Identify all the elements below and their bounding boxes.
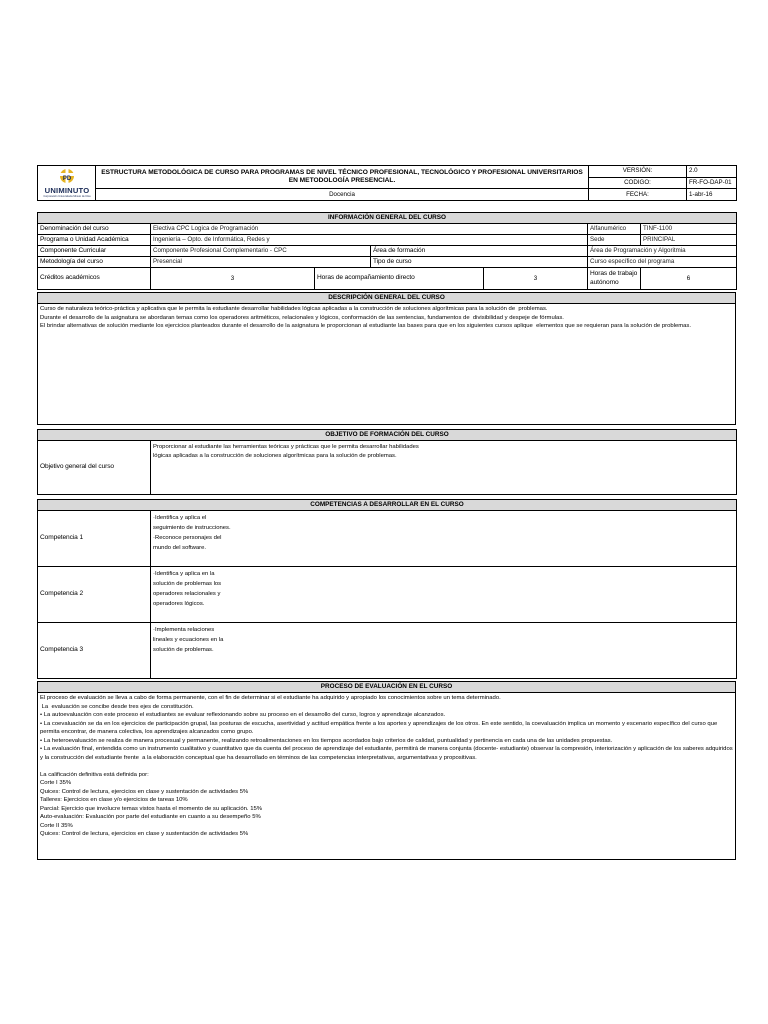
competency-1-text: ·Identifica y aplica el seguimiento de instrucciones. ·Reconoce personajes del mundo del software. [151, 511, 737, 567]
metodologia-value: Presencial [151, 257, 371, 268]
tipo-value: Curso específico del programa [588, 257, 737, 268]
competency-2-text: ·Identifica y aplica en la solución de problemas los operadores relacionales y operadores lógicos. [151, 567, 737, 623]
evaluation-line: Quices: Control de lectura, ejercicios en clase y sustentación de actividades 5% [40, 831, 249, 837]
evaluation-line: Parcial: Ejercicio que involucre temas vistos hasta el momento de su aplicación. 15% [40, 805, 262, 812]
description-line: Durante el desarrollo de la asignatura se abordaran temas como los operadores aritméticos, relacionales y lógicos, conformación de las sentencias, fundamentos de divisibilidad y despeje de fórmulas. [40, 314, 564, 321]
document-title: ESTRUCTURA METODOLÓGICA DE CURSO PARA PROGRAMAS DE NIVEL TÉCNICO PROFESIONAL, TECNOLÓGICO Y PROFESIONAL UNIVERSITARIOS EN METODOLOGÍA PRESENCIAL. [96, 166, 589, 189]
description-line: Curso de naturaleza teórico-práctica y aplicativa que le permita la estudiante desarrollar habilidades lógicas aplicadas a la construcción de soluciones algorítmicas para la solución de problemas. [40, 306, 548, 312]
uniminuto-logo [38, 166, 96, 200]
code-label: CODIGO: [589, 177, 687, 189]
logo-subtitle: Corporación Universitaria Minuto de Dios [43, 195, 91, 198]
version-value: 2.0 [687, 166, 737, 178]
logo-wordmark: UNIMINUTO [44, 186, 90, 195]
code-value: FR-FO-DAP-01 [687, 177, 737, 189]
section-competencies-title: COMPETENCIAS A DESARROLLAR EN EL CURSO [38, 500, 737, 511]
programa-value: Ingeniería – Opto. de Informática, Redes y [151, 235, 588, 246]
evaluation-line: Corte II 35% [40, 822, 73, 829]
evaluation-line: La calificación definitiva está definida por: [40, 771, 149, 778]
description-text [38, 304, 736, 425]
evaluation-line: • La heteroevaluación se realiza de manera procesual y permanente, realizando retroalimentaciones en los tiempos acordados bajo criterios de calidad, puntualidad y pertinencia en cada una de las unidades propuestas. [40, 737, 613, 744]
evaluation-line: Auto-evaluación: Evaluación por parte del estudiante en cuanto a su desempeño 5% [40, 814, 261, 820]
area-value: Área de Programación y Algoritmia [588, 246, 737, 257]
evaluation-text [38, 693, 736, 860]
sede-label: Sede [588, 235, 641, 246]
document-subtitle: Docencia [96, 189, 589, 201]
svg-text:PD: PD [62, 176, 72, 182]
course-structure-form [37, 165, 736, 860]
horas-autonomo-value: 6 [641, 268, 737, 290]
horas-directo-label: Horas de acompañamiento directo [315, 268, 484, 290]
horas-directo-value: 3 [484, 268, 588, 290]
logo-emblem-icon [57, 166, 77, 186]
description-line: El brindar alternativas de solución mediante los ejercicios planteados durante el desarrollo de la asignatura le proporcionan al estudiante las bases para que en los siguientes cursos aplique elementos que se requieran para la solución de problemas. [40, 323, 691, 330]
componente-label: Componente Curricular [38, 246, 151, 257]
logo-cell [38, 166, 96, 201]
denominacion-label: Denominación del curso [38, 224, 151, 235]
objective-table [37, 429, 737, 495]
horas-autonomo-label: Horas de trabajo autónomo [588, 268, 641, 290]
denominacion-value: Electiva CPC Logica de Programación [151, 224, 588, 235]
componente-value: Componente Profesional Complementario - CPC [151, 246, 371, 257]
objective-label: Objetivo general del curso [38, 441, 151, 495]
objective-text: Proporcionar al estudiante las herramientas teóricas y prácticas que le permita desarrollar habilidades lógicas aplicadas a la construcción de soluciones algorítmicas para la solución de problemas. [151, 441, 737, 495]
sede-value: PRINCIPAL [641, 235, 737, 246]
evaluation-line: El proceso de evaluación se lleva a cabo de forma permanente, con el fin de determinar si el estudiante ha adquirido y apropiado los conocimientos sobre un tema determinado. [40, 695, 501, 701]
section-general-title: INFORMACIÓN GENERAL DEL CURSO [38, 213, 737, 224]
date-value: 1-abr-16 [687, 189, 737, 201]
evaluation-line: • La autoevaluación con este proceso el estudiantes se evaluar reflexionando sobre su proceso en el desarrollo del curso, logros y aprendizaje alcanzados. [40, 712, 446, 718]
tipo-label: Tipo de curso [371, 257, 588, 268]
evaluation-line: Quices: Control de lectura, ejercicios en clase y sustentación de actividades 5% [40, 788, 249, 795]
section-description-title: DESCRIPCIÓN GENERAL DEL CURSO [38, 293, 736, 304]
version-label: VERSIÓN: [589, 166, 687, 178]
alfanumerico-label: Alfanumérico [588, 224, 641, 235]
competency-1-label: Competencia 1 [38, 511, 151, 567]
competencies-table [37, 499, 737, 679]
evaluation-line [40, 762, 733, 771]
general-info-table [37, 212, 737, 290]
competency-2-label: Competencia 2 [38, 567, 151, 623]
area-label: Área de formación [371, 246, 588, 257]
description-table [37, 292, 736, 425]
header-table [37, 165, 737, 201]
metodologia-label: Metodología del curso [38, 257, 151, 268]
evaluation-table [37, 681, 736, 860]
section-evaluation-title: PROCESO DE EVALUACIÓN EN EL CURSO [38, 682, 736, 693]
evaluation-line: La evaluación se concibe desde tres ejes de constitución. [40, 703, 194, 710]
evaluation-line: • La evaluación final, entendida como un instrumento cualitativo y cuantitativo que da cuenta del proceso de aprendizaje del estudiante, permitirá de manera conjunta (docente- estudiante) observar la compresión, interiorización y aplicación de los saberes adquiridos y la construcción del estudiante frente a la elaboración conceptual que ha desarrollado en términos de las competencias interpretativas, argumentativas y propositivas. [40, 746, 735, 761]
competency-3-label: Competencia 3 [38, 623, 151, 679]
creditos-label: Créditos académicos [38, 268, 151, 290]
evaluation-line: Talleres: Ejercicios en clase y/o ejercicios de tareas 10% [40, 797, 188, 803]
competency-3-text: ·Implementa relaciones lineales y ecuaciones en la solución de problemas. [151, 623, 737, 679]
date-label: FECHA: [589, 189, 687, 201]
creditos-value: 3 [151, 268, 315, 290]
evaluation-line: • La coevaluación se da en los ejercicios de participación grupal, las posturas de escucha, asertividad y actitud empática frente a los aportes y aprendizajes de los otros. En este sentido, la coevaluación implica un momento y escenario específico del curso que permita encontrar, de manera colectiva, los aprendizajes alcanzados como grupo. [40, 720, 719, 735]
section-objective-title: OBJETIVO DE FORMACIÓN DEL CURSO [38, 430, 737, 441]
programa-label: Programa o Unidad Académica [38, 235, 151, 246]
evaluation-line: Corte I 35% [40, 780, 72, 786]
alfanumerico-value: TINF-1100 [641, 224, 737, 235]
